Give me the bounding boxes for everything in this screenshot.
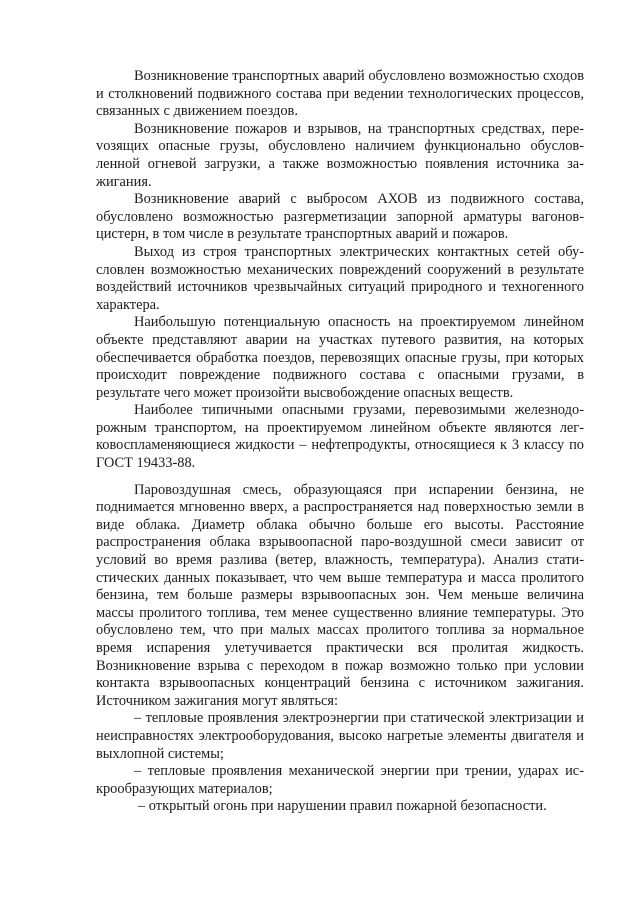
paragraph-typical-cargo: Наиболее типичными опасными грузами, перевозимыми железнодорожным транспортом, на проектируемом линейном объекте являются легковоспламеняющиеся жидкости – нефтепродукты, относящиеся к 3 классу по ГОСТ 19433-88. [96, 402, 584, 472]
document-body [96, 68, 584, 816]
list-item-open-fire: – открытый огонь при нарушении правил пожарной безопасности. [138, 798, 547, 815]
list-item-mechanical-sources: – тепловые проявления механической энергии при трении, ударах искрообразующих материалов; [96, 763, 584, 797]
paragraph-ahov-release: Возникновение аварий с выбросом АХОВ из подвижного состава, обусловлено возможностью разгерметизации запорной арматуры вагонов-цистерн, в том числе в результате транспортных аварий и пожаров. [96, 191, 584, 243]
paragraph-greatest-danger: Наибольшую потенциальную опасность на проектируемом линейном объекте представляют аварии на участках путевого развития, на которых обеспечивается обработка поездов, перевозящих опасные грузы, при которых происходит повреждение подвижного состава с опасными грузами, в результате чего может произойти высвобождение опасных веществ. [96, 314, 584, 401]
list-item-electrical-sources: – тепловые проявления электроэнергии при статической электризации и неисправностях электрооборудования, высоко нагретые элементы двигателя и выхлопной системы; [96, 710, 584, 762]
paragraph-contact-networks: Выход из строя транспортных электрических контактных сетей обусловлен возможностью механических повреждений сооружений в результате воздействий источников чрезвычайных ситуаций природного и техногенного характера. [96, 243, 584, 313]
paragraph-fires-explosions: Возникновение пожаров и взрывов, на транспортных средствах, переvозящих опасные грузы, обусловлено наличием функционально обусловленной огневой загрузки, а также возможностью появления источника зажигания. [96, 120, 584, 190]
paragraph-transport-accidents: Возникновение транспортных аварий обусловлено возможностью сходов и столкновений подвижного состава при ведении технологических процессов, связанных с движением поездов. [96, 68, 584, 120]
paragraph-vapor-mixture: Паровоздушная смесь, образующаяся при испарении бензина, не поднимается мгновенно вверх, а распространяется над поверхностью земли в виде облака. Диаметр облака обычно больше его высоты. Расстояние распространения облака взрывоопасной паро-воздушной смеси зависит от условий во время разлива (ветер, влажность, температура). Анализ статистических данных показывает, что чем выше температура и масса пролитого бензина, тем больше размеры взрывоопасных зон. Чем меньше величина массы пролитого топлива, тем менее существенно влияние температуры. Это обусловлено тем, что при малых массах пролитого топлива за нормальное время испарения улетучивается практически вся пролитая жидкость. Возникновение взрыва с переходом в пожар возможно только при условии контакта взрывоопасных концентраций бензина с источником зажигания. Источником зажигания могут являться: [96, 481, 584, 709]
